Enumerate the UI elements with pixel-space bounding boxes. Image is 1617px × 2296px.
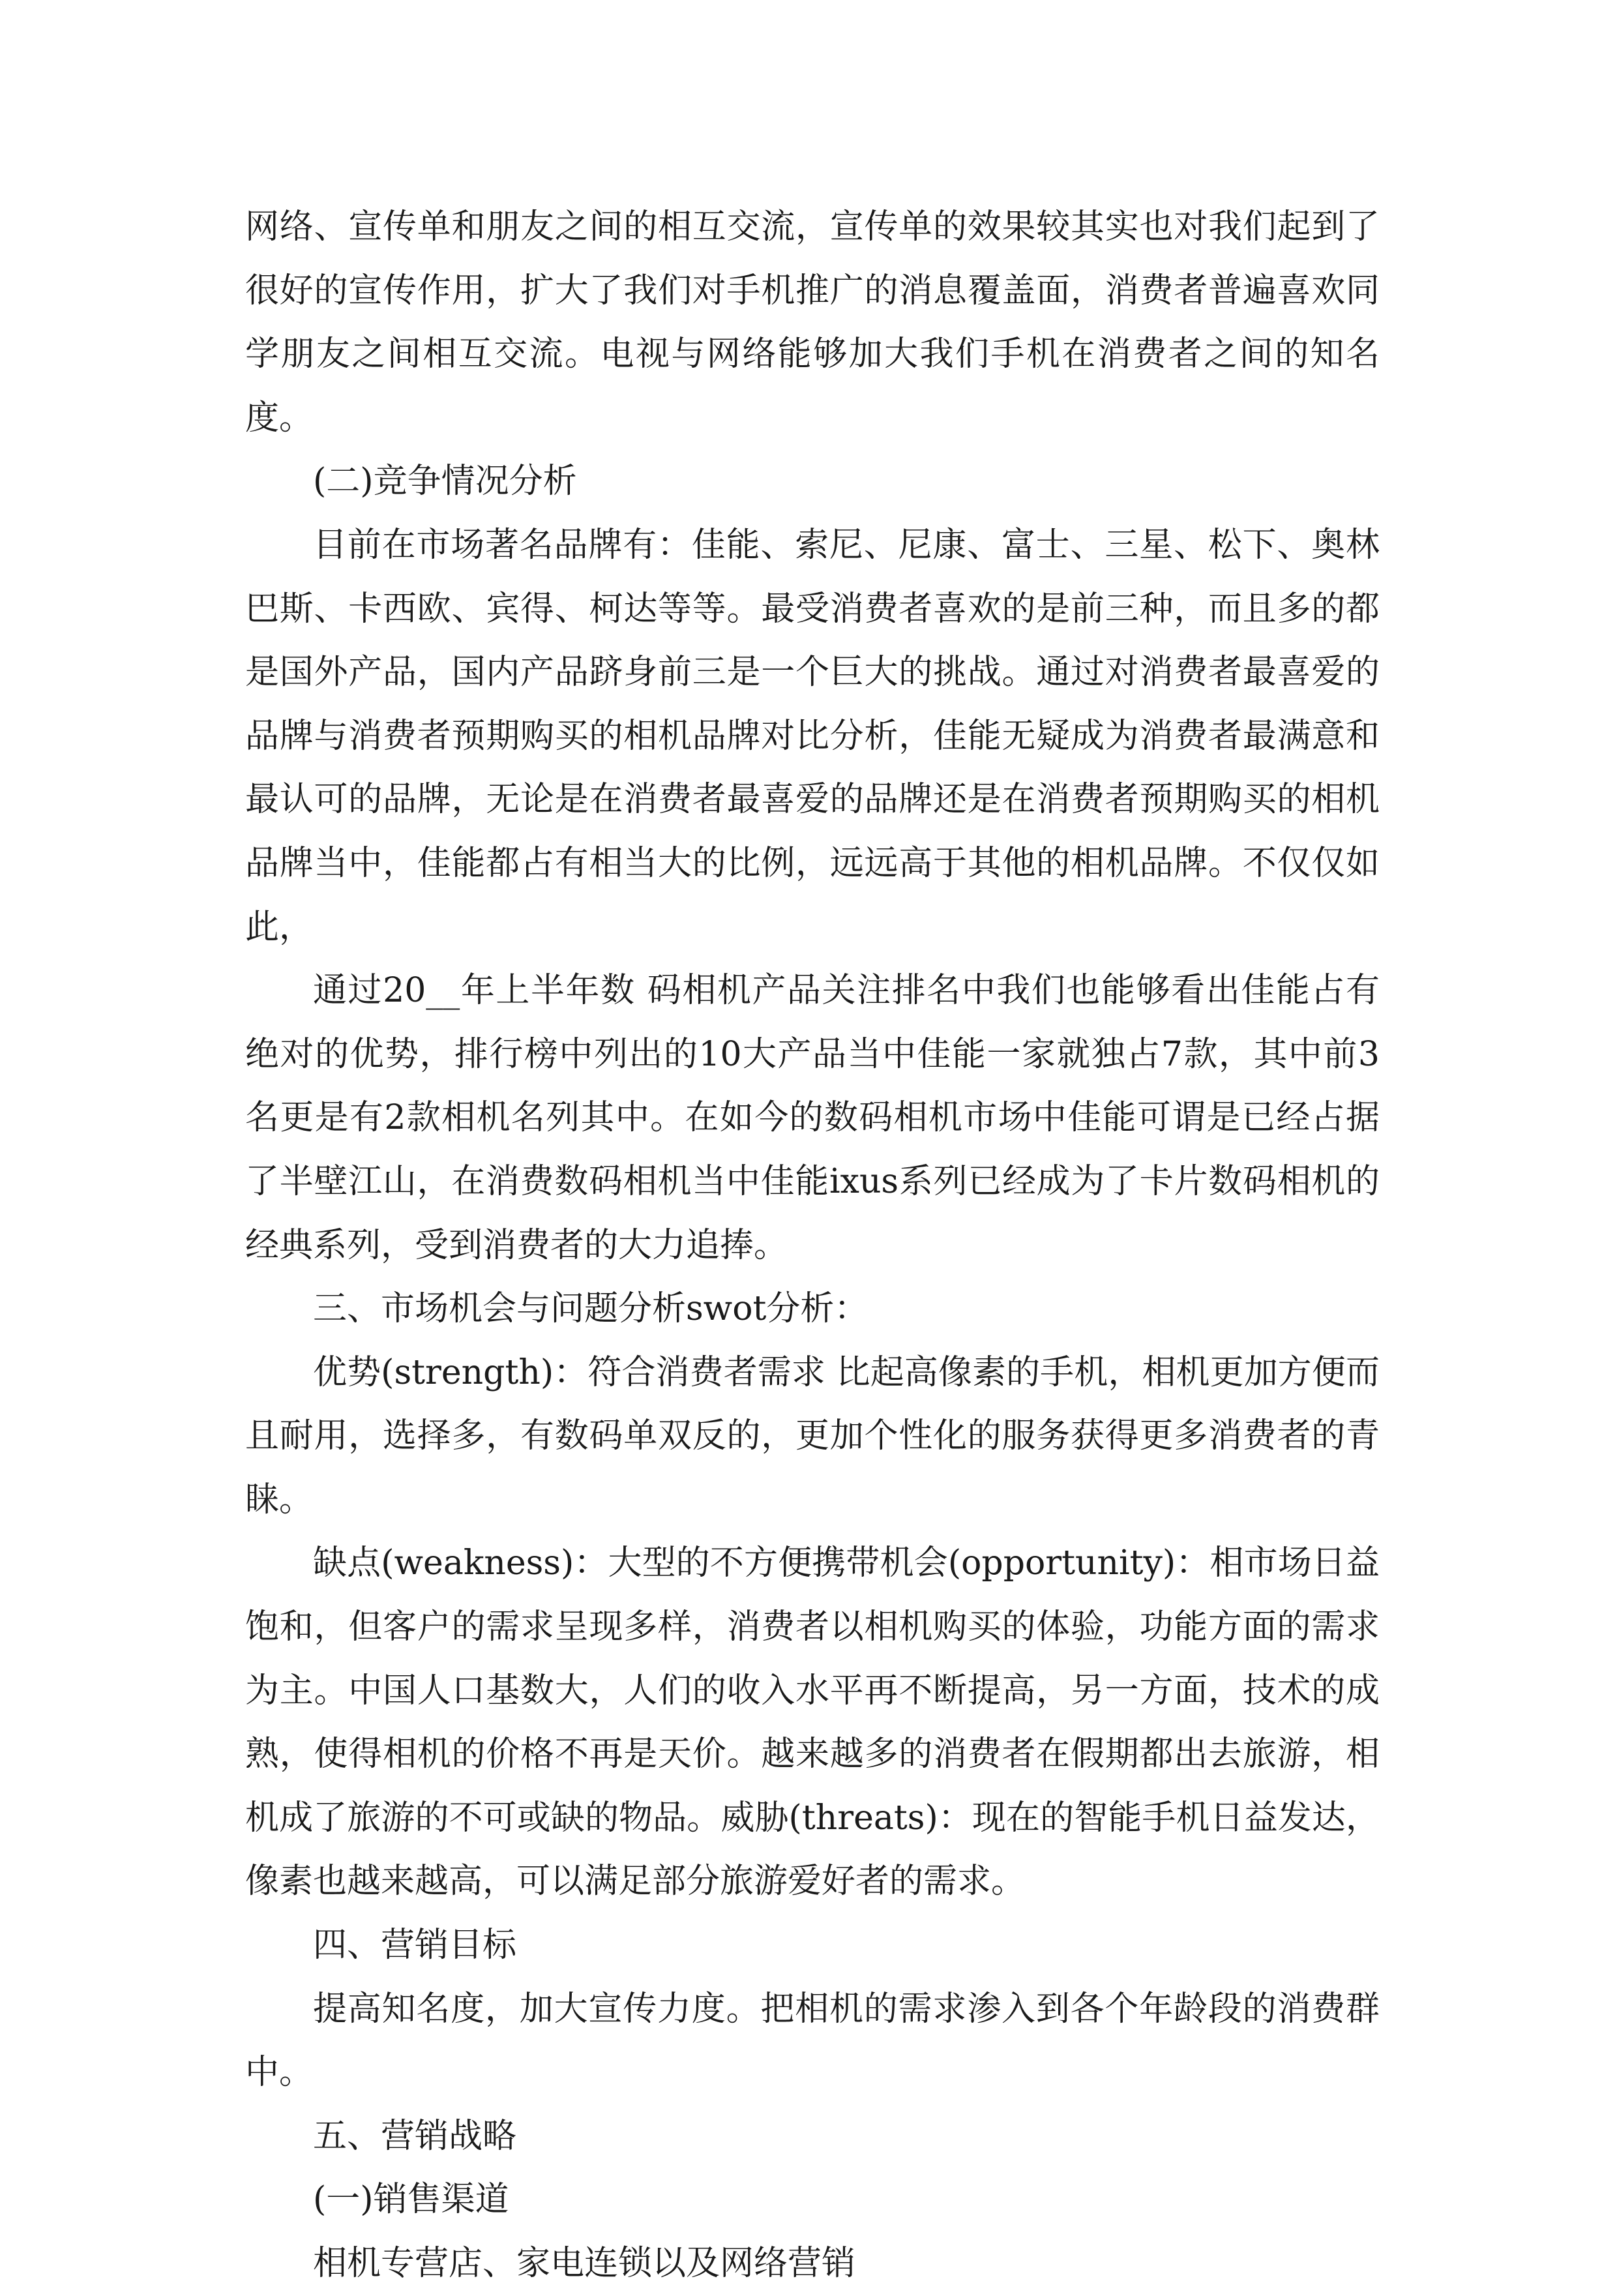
- paragraph-weakness-opportunity-threats: 缺点(weakness)：大型的不方便携带机会(opportunity)：相市场日益饱和，但客户的需求呈现多样，消费者以相机购买的体验，功能方面的需求为主。中国人口基数大，人们的收入水平再不断提高，另一方面，技术的成熟，使得相机的价格不再是天价。越来越多的消费者在假期都出去旅游，相机成了旅游的不可或缺的物品。威胁(threats)：现在的智能手机日益发达，像素也越来越高，可以满足部分旅游爱好者的需求。: [245, 1543, 1380, 1901]
- paragraph-promotion-channels: 网络、宣传单和朋友之间的相互交流，宣传单的效果较其实也对我们起到了很好的宣传作用，扩大了我们对手机推广的消息覆盖面，消费者普遍喜欢同学朋友之间相互交流。电视与网络能够加大我们手机在消费者之间的知名度。: [245, 207, 1380, 438]
- heading-marketing-goals: 四、营销目标: [313, 1926, 517, 1965]
- heading-marketing-strategy: 五、营销战略: [313, 2116, 517, 2156]
- heading-swot-analysis: 三、市场机会与问题分析swot分析：: [313, 1289, 868, 1329]
- paragraph-strength: 优势(strength)：符合消费者需求 比起高像素的手机，相机更加方便而且耐用，选择多，有数码单双反的，更加个性化的服务获得更多消费者的青睐。: [245, 1352, 1380, 1519]
- heading-sales-channels: (一)销售渠道: [313, 2180, 509, 2220]
- paragraph-canon-ranking: 通过20__年上半年数 码相机产品关注排名中我们也能够看出佳能占有绝对的优势，排行榜中列出的10大产品当中佳能一家就独占7款，其中前3名更是有2款相机名列其中。在如今的数码相机市场中佳能可谓是已经占据了半壁江山，在消费数码相机当中佳能ixus系列已经成为了卡片数码相机的经典系列，受到消费者的大力追捧。: [245, 971, 1380, 1265]
- heading-competition-analysis: (二)竞争情况分析: [313, 462, 577, 501]
- paragraph-brands: 目前在市场著名品牌有：佳能、索尼、尼康、富士、三星、松下、奥林巴斯、卡西欧、宾得、柯达等等。最受消费者喜欢的是前三种，而且多的都是国外产品，国内产品跻身前三是一个巨大的挑战。通过对消费者最喜爱的品牌与消费者预期购买的相机品牌对比分析，佳能无疑成为消费者最满意和最认可的品牌，无论是在消费者最喜爱的品牌还是在消费者预期购买的相机品牌当中，佳能都占有相当大的比例，远远高于其他的相机品牌。不仅仅如此，: [245, 525, 1380, 947]
- document-body: [245, 196, 1380, 2296]
- paragraph-sales-channels: 相机专营店、家电连锁以及网络营销: [313, 2244, 856, 2283]
- paragraph-marketing-goals: 提高知名度，加大宣传力度。把相机的需求渗入到各个年龄段的消费群中。: [245, 1989, 1380, 2093]
